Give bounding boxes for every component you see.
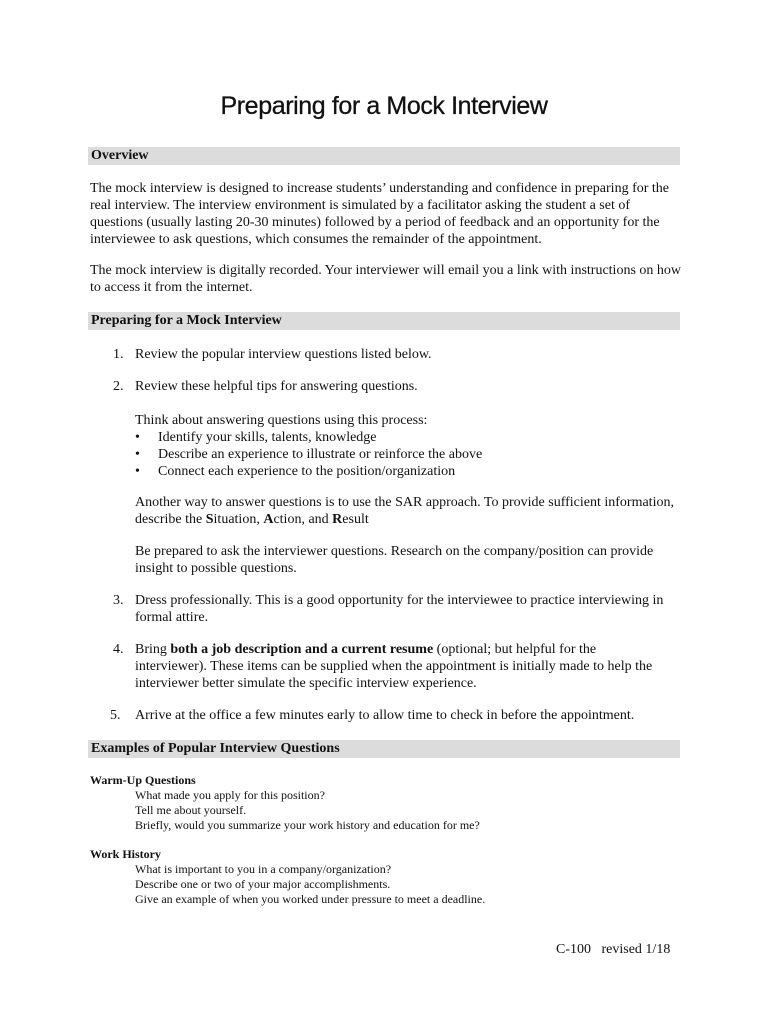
text-line: to access it from the internet. [90,280,253,295]
sar-a: A [263,512,274,527]
list-number: 1. [113,347,124,362]
question-item: Tell me about yourself. [135,803,247,817]
list-number: 4. [113,642,124,657]
bullet-item [135,446,482,463]
text-line: Dress professionally. This is a good opportunity for the interviewee to practice interviewing in [135,593,664,608]
text-line: interviewee to ask questions, which consumes the remainder of the appointment. [90,232,542,247]
question-item: What made you apply for this position? [135,788,325,802]
bullet-item [135,463,455,480]
overview-paragraph-1 [90,180,690,248]
sar-s: S [205,512,214,527]
overview-paragraph-2 [90,262,690,296]
question-group-title: Work History [90,847,161,861]
text-line: formal attire. [135,610,209,625]
text-line: insight to possible questions. [135,561,297,576]
page-footer: C-100 revised 1/18 [556,942,671,957]
process-intro: Think about answering questions using this process: [135,413,428,428]
text-line [135,641,695,658]
sar-r: R [332,512,343,527]
question-item: What is important to you in a company/organization? [135,862,392,876]
list-number: 3. [113,593,124,608]
question-item: Briefly, would you summarize your work history and education for me? [135,818,480,832]
text-line: The mock interview is designed to increase students’ understanding and confidence in preparing for the [90,181,669,196]
ask-paragraph [135,543,695,577]
list-number: 5. [110,708,121,723]
bullet-icon: • [135,447,140,462]
item4-prefix: Bring [135,642,171,657]
text-line: real interview. The interview environment is simulated by a facilitator asking the student a set of [90,198,631,213]
list-item-1: Review the popular interview questions listed below. [135,347,432,362]
sar-r-rest: esult [342,512,369,527]
item4-bold: both a job description and a current resume [170,642,434,657]
text-line: The mock interview is digitally recorded. Your interviewer will email you a link with instructions on how [90,263,682,278]
item4-suffix: (optional; but helpful for the [433,642,597,657]
question-item: Describe one or two of your major accomplishments. [135,877,391,891]
bullet-icon: • [135,464,140,479]
question-group-title: Warm-Up Questions [90,773,196,787]
question-item: Give an example of when you worked under pressure to meet a deadline. [135,892,486,906]
bullet-text: Identify your skills, talents, knowledge [158,430,377,445]
section-heading-overview: Overview [88,147,680,165]
bullet-text: Connect each experience to the position/organization [158,464,456,479]
page-title: Preparing for a Mock Interview [220,92,548,120]
section-heading-examples: Examples of Popular Interview Questions [88,740,680,758]
text-line: questions (usually lasting 20-30 minutes) followed by a period of feedback and an opportunity for the [90,215,660,230]
sar-a-rest: ction, and [273,512,333,527]
bullet-item [135,429,377,446]
text-line: Be prepared to ask the interviewer questions. Research on the company/position can provide [135,544,654,559]
list-item-2: Review these helpful tips for answering questions. [135,379,418,394]
text-line [135,511,695,528]
text-line: interviewer). These items can be supplied when the appointment is initially made to help the [135,659,653,674]
sar-paragraph [135,494,695,528]
list-item-4 [135,641,695,692]
bullet-icon: • [135,430,140,445]
sar-s-rest: ituation, [213,512,264,527]
list-item-3 [135,592,695,626]
list-item-5: Arrive at the office a few minutes early to allow time to check in before the appointment. [135,708,635,723]
list-number: 2. [113,379,124,394]
text-line: Another way to answer questions is to use the SAR approach. To provide sufficient information, [135,495,674,510]
bullet-text: Describe an experience to illustrate or reinforce the above [158,447,483,462]
section-heading-preparing: Preparing for a Mock Interview [88,312,680,330]
sar-prefix: describe the [135,512,206,527]
text-line: interviewer better simulate the specific interview experience. [135,676,477,691]
